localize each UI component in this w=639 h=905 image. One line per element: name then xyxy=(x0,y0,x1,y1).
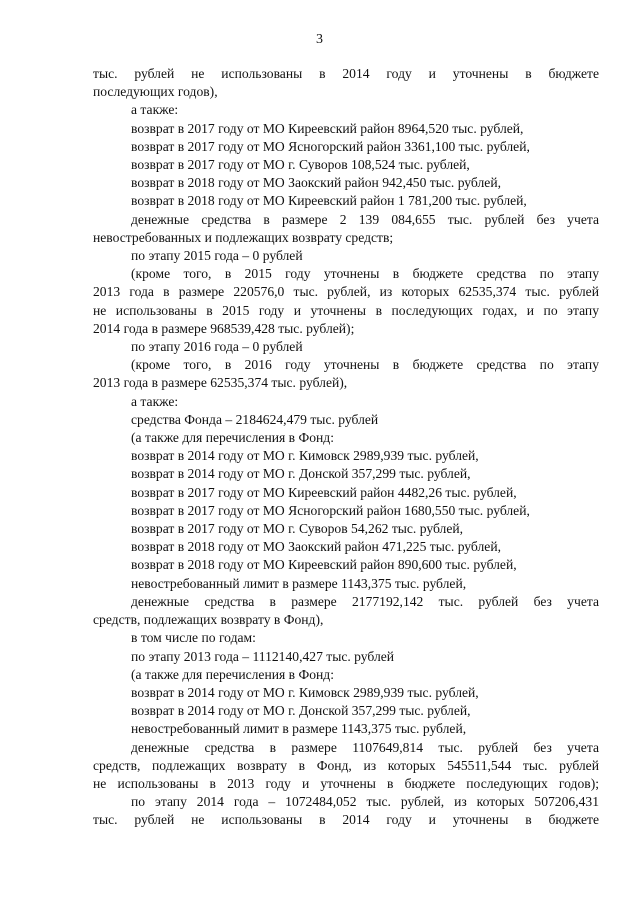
text-line: средства Фонда – 2184624,479 тыс. рублей xyxy=(131,411,379,427)
text-line: 2013 года в размере 62535,374 тыс. рублей), xyxy=(93,375,348,391)
text-line: возврат в 2014 году от МО г. Кимовск 2989,939 тыс. рублей, xyxy=(131,448,479,464)
text-line: (кроме того, в 2015 году уточнены в бюджете средства по этапу xyxy=(131,266,599,282)
document-body xyxy=(93,65,599,830)
text-line: возврат в 2014 году от МО г. Донской 357,299 тыс. рублей, xyxy=(131,466,471,482)
text-line: денежные средства в размере 2177192,142 тыс. рублей без учета xyxy=(131,593,599,609)
text-line: возврат в 2014 году от МО г. Донской 357,299 тыс. рублей, xyxy=(131,703,471,719)
text-line: (а также для перечисления в Фонд: xyxy=(131,666,334,682)
text-line: возврат в 2014 году от МО г. Кимовск 2989,939 тыс. рублей, xyxy=(131,684,479,700)
text-line: (кроме того, в 2016 году уточнены в бюджете средства по этапу xyxy=(131,357,599,373)
text-line: по этапу 2016 года – 0 рублей xyxy=(131,339,303,355)
text-line: средств, подлежащих возврату в Фонд, из которых 545511,544 тыс. рублей xyxy=(93,757,599,773)
text-line: в том числе по годам: xyxy=(131,630,256,646)
text-line: по этапу 2014 года – 1072484,052 тыс. рублей, из которых 507206,431 xyxy=(131,794,599,810)
text-line: не использованы в 2013 году и уточнены в бюджете последующих годов); xyxy=(93,775,599,791)
text-line: по этапу 2015 года – 0 рублей xyxy=(131,248,303,264)
text-line: возврат в 2017 году от МО Киреевский район 8964,520 тыс. рублей, xyxy=(131,120,524,136)
text-line: 2014 года в размере 968539,428 тыс. рублей); xyxy=(93,320,355,336)
text-line: средств, подлежащих возврату в Фонд), xyxy=(93,612,324,628)
text-line: возврат в 2018 году от МО Киреевский район 1 781,200 тыс. рублей, xyxy=(131,193,527,209)
text-line: (а также для перечисления в Фонд: xyxy=(131,430,334,446)
text-line: возврат в 2018 году от МО Заокский район 942,450 тыс. рублей, xyxy=(131,175,501,191)
text-line: невостребованный лимит в размере 1143,375 тыс. рублей, xyxy=(131,575,467,591)
text-line: невостребованных и подлежащих возврату средств; xyxy=(93,229,394,245)
text-line: возврат в 2018 году от МО Киреевский район 890,600 тыс. рублей, xyxy=(131,557,517,573)
text-line: денежные средства в размере 2 139 084,655 тыс. рублей без учета xyxy=(131,211,599,227)
text-line: возврат в 2017 году от МО г. Суворов 108,524 тыс. рублей, xyxy=(131,157,470,173)
text-line: денежные средства в размере 1107649,814 тыс. рублей без учета xyxy=(131,739,599,755)
text-line: не использованы в 2015 году и уточнены в последующих годах, и по этапу xyxy=(93,302,599,318)
text-line: возврат в 2017 году от МО г. Суворов 54,262 тыс. рублей, xyxy=(131,521,464,537)
text-line: а также: xyxy=(131,393,179,409)
text-line: тыс. рублей не использованы в 2014 году и уточнены в бюджете xyxy=(93,812,599,828)
text-line: по этапу 2013 года – 1112140,427 тыс. рублей xyxy=(131,648,395,664)
text-line: невостребованный лимит в размере 1143,375 тыс. рублей, xyxy=(131,721,467,737)
text-line: 2013 года в размере 220576,0 тыс. рублей, из которых 62535,374 тыс. рублей xyxy=(93,284,599,300)
text-line: возврат в 2017 году от МО Ясногорский район 3361,100 тыс. рублей, xyxy=(131,138,530,154)
text-line: а также: xyxy=(131,102,179,118)
text-line: возврат в 2018 году от МО Заокский район 471,225 тыс. рублей, xyxy=(131,539,501,555)
text-line: возврат в 2017 году от МО Ясногорский район 1680,550 тыс. рублей, xyxy=(131,502,530,518)
text-line: возврат в 2017 году от МО Киреевский район 4482,26 тыс. рублей, xyxy=(131,484,517,500)
text-line: тыс. рублей не использованы в 2014 году и уточнены в бюджете xyxy=(93,66,599,81)
text-line: последующих годов), xyxy=(93,84,218,100)
page-number: 3 xyxy=(316,32,323,47)
